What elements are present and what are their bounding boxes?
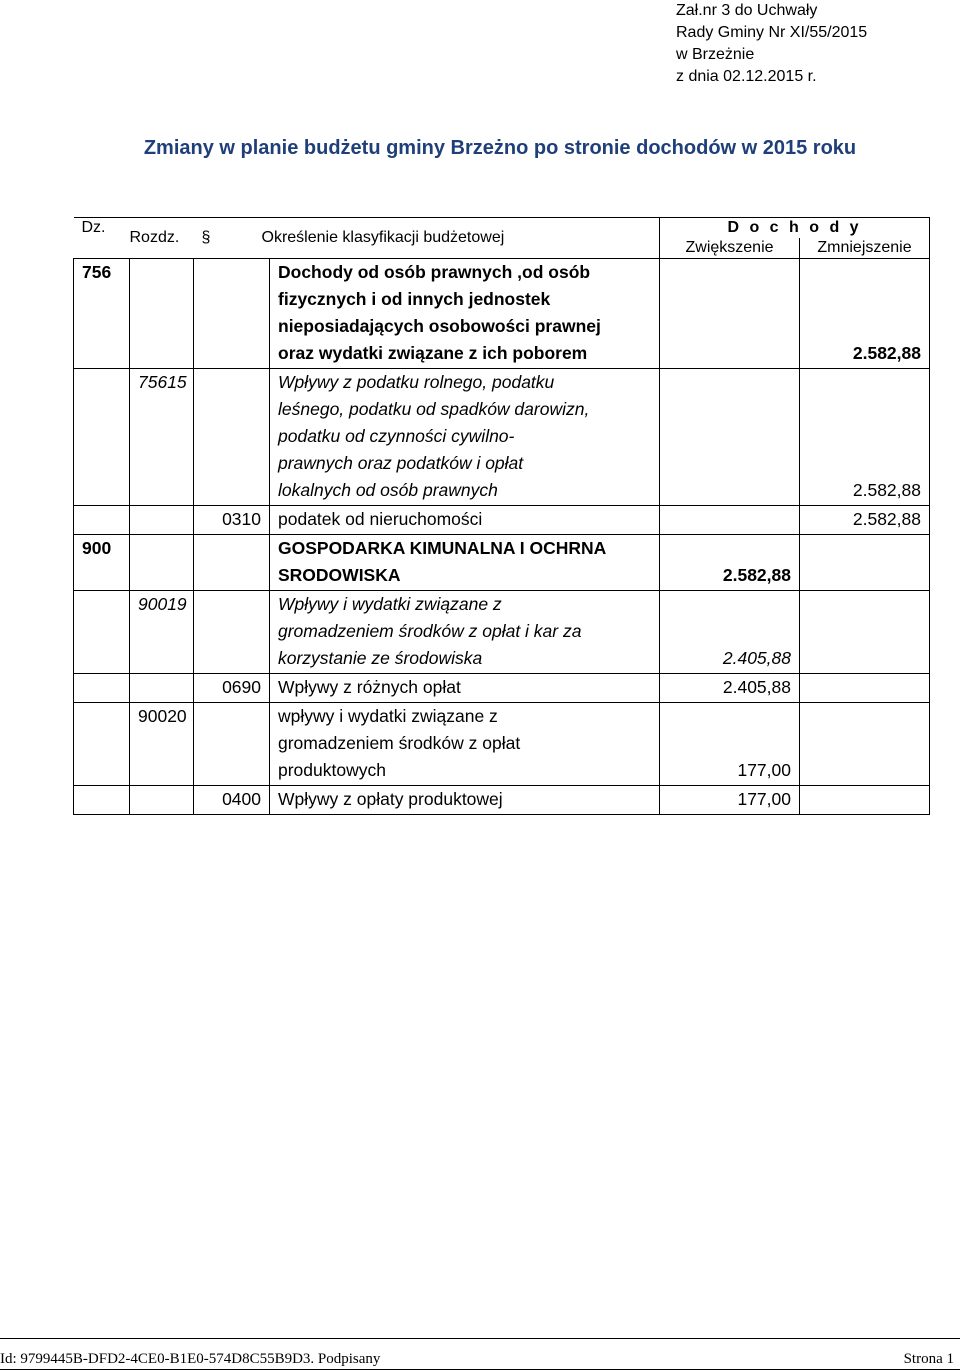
cell-description [270,506,660,535]
description-line: podatek od nieruchomości [278,509,483,529]
cell-increase [660,369,800,506]
cell-description [270,535,660,591]
attachment-line: Rady Gminy Nr XI/55/2015 [676,24,868,41]
table-row [74,369,930,506]
cell-decrease: 2.582,88 [800,259,930,369]
cell-dz [74,786,130,815]
cell-decrease [800,703,930,786]
document-title [0,137,960,160]
cell-decrease [800,674,930,703]
table-row [74,259,930,369]
attachment-line: z dnia 02.12.2015 r. [676,68,817,85]
table-header-row [74,218,930,239]
cell-dz [74,591,130,674]
document-title-text: Zmiany w planie budżetu gminy Brzeżno po stronie dochodów w 2015 roku [143,137,857,159]
cell-decrease [800,535,930,591]
cell-paragraph: 0310 [194,506,270,535]
cell-rozdz: 75615 [130,369,194,506]
budget-table [73,217,930,815]
cell-paragraph: 0400 [194,786,270,815]
table-row [74,703,930,786]
description-line: fizycznych i od innych jednostek [278,289,551,309]
table-row [74,674,930,703]
description-line: Dochody od osób prawnych ,od osób [278,262,591,282]
cell-rozdz [130,786,194,815]
cell-dz [74,369,130,506]
header-dz: Dz. [74,218,130,259]
attachment-line: Zał.nr 3 do Uchwały [676,2,818,19]
cell-increase: 2.405,88 [660,591,800,674]
description-line: lokalnych od osób prawnych [278,480,498,500]
footer-page-number: Strona 1 [903,1351,954,1367]
description-line: produktowych [278,760,386,780]
cell-dz [74,703,130,786]
cell-increase: 2.405,88 [660,674,800,703]
cell-description [270,786,660,815]
cell-rozdz [130,674,194,703]
cell-description [270,674,660,703]
description-line: podatku od czynności cywilno- [278,426,515,446]
cell-description [270,703,660,786]
description-line: nieposiadających osobowości prawnej [278,316,601,336]
cell-description [270,369,660,506]
description-line: Wpływy z podatku rolnego, podatku [278,372,555,392]
cell-description [270,591,660,674]
cell-paragraph [194,591,270,674]
cell-dz [74,674,130,703]
description-line: gromadzeniem środków z opłat i kar za [278,621,582,641]
description-line: Wpływy i wydatki związane z [278,594,502,614]
description-line: Wpływy z różnych opłat [278,677,461,697]
cell-rozdz [130,535,194,591]
description-line: Wpływy z opłaty produktowej [278,789,503,809]
description-line: leśnego, podatku od spadków darowizn, [278,399,590,419]
cell-paragraph: 0690 [194,674,270,703]
cell-paragraph [194,535,270,591]
header-description: Określenie klasyfikacji budżetowej [261,229,505,246]
cell-rozdz: 90020 [130,703,194,786]
description-line: SRODOWISKA [278,565,401,585]
cell-dz: 756 [74,259,130,369]
table-row [74,506,930,535]
attachment-note [676,0,867,88]
description-line: GOSPODARKA KIMUNALNA I OCHRNA [278,538,607,558]
header-description-cell [194,218,660,259]
header-increase: Zwiększenie [660,238,800,259]
header-decrease: Zmniejszenie [800,238,930,259]
header-paragraph: § [201,229,211,246]
cell-increase: 2.582,88 [660,535,800,591]
table-row [74,591,930,674]
page-footer [0,1338,960,1370]
cell-increase: 177,00 [660,786,800,815]
cell-paragraph [194,259,270,369]
cell-decrease: 2.582,88 [800,506,930,535]
cell-dz [74,506,130,535]
cell-rozdz [130,259,194,369]
cell-rozdz: 90019 [130,591,194,674]
footer-id: Id: 9799445B-DFD2-4CE0-B1E0-574D8C55B9D3. Podpisany [0,1351,381,1367]
cell-decrease [800,591,930,674]
header-income: D o c h o d y [660,218,930,239]
cell-increase [660,506,800,535]
description-line: korzystanie ze środowiska [278,648,483,668]
cell-dz: 900 [74,535,130,591]
table-row [74,786,930,815]
cell-increase: 177,00 [660,703,800,786]
cell-increase [660,259,800,369]
header-rozdz: Rozdz. [130,218,194,259]
table-row [74,535,930,591]
cell-rozdz [130,506,194,535]
cell-decrease [800,786,930,815]
cell-paragraph [194,703,270,786]
cell-description [270,259,660,369]
description-line: gromadzeniem środków z opłat [278,733,521,753]
description-line: wpływy i wydatki związane z [278,706,498,726]
description-line: prawnych oraz podatków i opłat [278,453,524,473]
description-line: oraz wydatki związane z ich poborem [278,343,588,363]
cell-paragraph [194,369,270,506]
cell-decrease: 2.582,88 [800,369,930,506]
attachment-line: w Brzeżnie [676,46,755,63]
